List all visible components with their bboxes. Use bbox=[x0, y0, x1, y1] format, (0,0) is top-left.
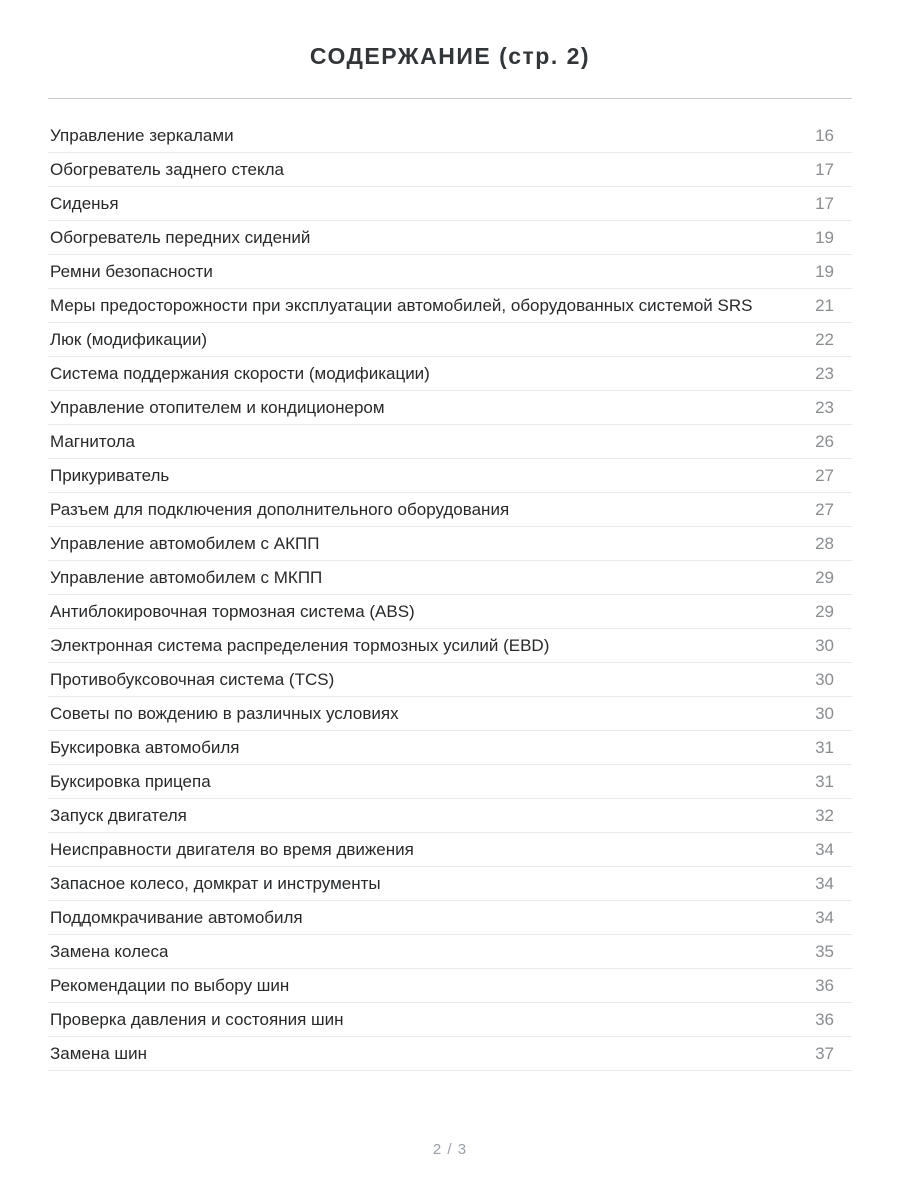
toc-entry-page: 17 bbox=[815, 159, 834, 179]
toc-row[interactable] bbox=[48, 357, 852, 391]
toc-entry-page: 30 bbox=[815, 669, 834, 689]
toc-row[interactable] bbox=[48, 493, 852, 527]
toc-entry-page: 34 bbox=[815, 873, 834, 893]
toc-entry-label: Обогреватель передних сидений bbox=[50, 227, 311, 247]
toc-entry-page: 31 bbox=[815, 737, 834, 757]
toc-entry-label: Сиденья bbox=[50, 193, 119, 213]
toc-entry-page: 17 bbox=[815, 193, 834, 213]
toc-row[interactable] bbox=[48, 867, 852, 901]
toc-entry-page: 36 bbox=[815, 1009, 834, 1029]
toc-row[interactable] bbox=[48, 833, 852, 867]
toc-entry-page: 37 bbox=[815, 1043, 834, 1063]
toc-entry-label: Обогреватель заднего стекла bbox=[50, 159, 284, 179]
toc-entry-page: 27 bbox=[815, 499, 834, 519]
toc-entry-page: 22 bbox=[815, 329, 834, 349]
toc-entry-label: Меры предосторожности при эксплуатации автомобилей, оборудованных системой SRS bbox=[50, 295, 753, 315]
toc-entry-label: Система поддержания скорости (модификации) bbox=[50, 363, 430, 383]
toc-row[interactable] bbox=[48, 459, 852, 493]
toc-entry-label: Буксировка автомобиля bbox=[50, 737, 240, 757]
toc-row[interactable] bbox=[48, 221, 852, 255]
toc-row[interactable] bbox=[48, 663, 852, 697]
toc-entry-label: Люк (модификации) bbox=[50, 329, 208, 349]
toc-entry-page: 26 bbox=[815, 431, 834, 451]
toc-row[interactable] bbox=[48, 119, 852, 153]
title-divider bbox=[48, 98, 852, 99]
toc-row[interactable] bbox=[48, 969, 852, 1003]
toc-row[interactable] bbox=[48, 255, 852, 289]
toc-row[interactable] bbox=[48, 799, 852, 833]
toc-entry-page: 21 bbox=[815, 295, 834, 315]
toc-row[interactable] bbox=[48, 561, 852, 595]
toc-row[interactable] bbox=[48, 1003, 852, 1037]
toc-entry-label: Ремни безопасности bbox=[50, 261, 213, 281]
toc-row[interactable] bbox=[48, 391, 852, 425]
toc-entry-label: Управление отопителем и кондиционером bbox=[50, 397, 385, 417]
toc-entry-page: 35 bbox=[815, 941, 834, 961]
toc-entry-label: Рекомендации по выбору шин bbox=[50, 975, 290, 995]
toc-entry-label: Проверка давления и состояния шин bbox=[50, 1009, 344, 1029]
toc-entry-label: Управление автомобилем с МКПП bbox=[50, 567, 323, 587]
toc-row[interactable] bbox=[48, 765, 852, 799]
toc-entry-label: Антиблокировочная тормозная система (ABS) bbox=[50, 601, 415, 621]
toc-entry-page: 23 bbox=[815, 397, 834, 417]
toc-entry-page: 34 bbox=[815, 907, 834, 927]
toc-entry-label: Замена колеса bbox=[50, 941, 169, 961]
toc-entry-label: Магнитола bbox=[50, 431, 135, 451]
toc-entry-page: 29 bbox=[815, 601, 834, 621]
toc-entry-label: Прикуриватель bbox=[50, 465, 170, 485]
toc-entry-page: 32 bbox=[815, 805, 834, 825]
toc-row[interactable] bbox=[48, 935, 852, 969]
toc-entry-page: 28 bbox=[815, 533, 834, 553]
toc-entry-page: 36 bbox=[815, 975, 834, 995]
toc-row[interactable] bbox=[48, 425, 852, 459]
toc-entry-page: 19 bbox=[815, 261, 834, 281]
toc-entry-page: 31 bbox=[815, 771, 834, 791]
toc-entry-page: 23 bbox=[815, 363, 834, 383]
toc-row[interactable] bbox=[48, 187, 852, 221]
toc-row[interactable] bbox=[48, 731, 852, 765]
toc-list bbox=[48, 119, 852, 1071]
toc-entry-label: Запуск двигателя bbox=[50, 805, 187, 825]
toc-entry-page: 30 bbox=[815, 703, 834, 723]
toc-row[interactable] bbox=[48, 595, 852, 629]
toc-entry-label: Запасное колесо, домкрат и инструменты bbox=[50, 873, 381, 893]
toc-row[interactable] bbox=[48, 697, 852, 731]
toc-entry-label: Управление зеркалами bbox=[50, 125, 234, 145]
toc-entry-label: Разъем для подключения дополнительного оборудования bbox=[50, 499, 510, 519]
toc-entry-label: Управление автомобилем с АКПП bbox=[50, 533, 320, 553]
toc-row[interactable] bbox=[48, 323, 852, 357]
page-title: СОДЕРЖАНИЕ (стр. 2) bbox=[309, 43, 591, 69]
toc-entry-page: 19 bbox=[815, 227, 834, 247]
toc-entry-label: Электронная система распределения тормозных усилий (EBD) bbox=[50, 635, 550, 655]
toc-row[interactable] bbox=[48, 1037, 852, 1071]
toc-entry-label: Неисправности двигателя во время движения bbox=[50, 839, 414, 859]
toc-row[interactable] bbox=[48, 153, 852, 187]
toc-row[interactable] bbox=[48, 289, 852, 323]
toc-entry-label: Противобуксовочная система (TCS) bbox=[50, 669, 335, 689]
toc-entry-label: Поддомкрачивание автомобиля bbox=[50, 907, 303, 927]
toc-entry-page: 29 bbox=[815, 567, 834, 587]
toc-entry-label: Советы по вождению в различных условиях bbox=[50, 703, 399, 723]
toc-entry-page: 34 bbox=[815, 839, 834, 859]
toc-entry-page: 16 bbox=[815, 125, 834, 145]
toc-row[interactable] bbox=[48, 901, 852, 935]
toc-entry-page: 30 bbox=[815, 635, 834, 655]
toc-row[interactable] bbox=[48, 629, 852, 663]
toc-entry-page: 27 bbox=[815, 465, 834, 485]
toc-entry-label: Буксировка прицепа bbox=[50, 771, 211, 791]
page-indicator: 2 / 3 bbox=[432, 1141, 468, 1158]
toc-row[interactable] bbox=[48, 527, 852, 561]
toc-entry-label: Замена шин bbox=[50, 1043, 147, 1063]
